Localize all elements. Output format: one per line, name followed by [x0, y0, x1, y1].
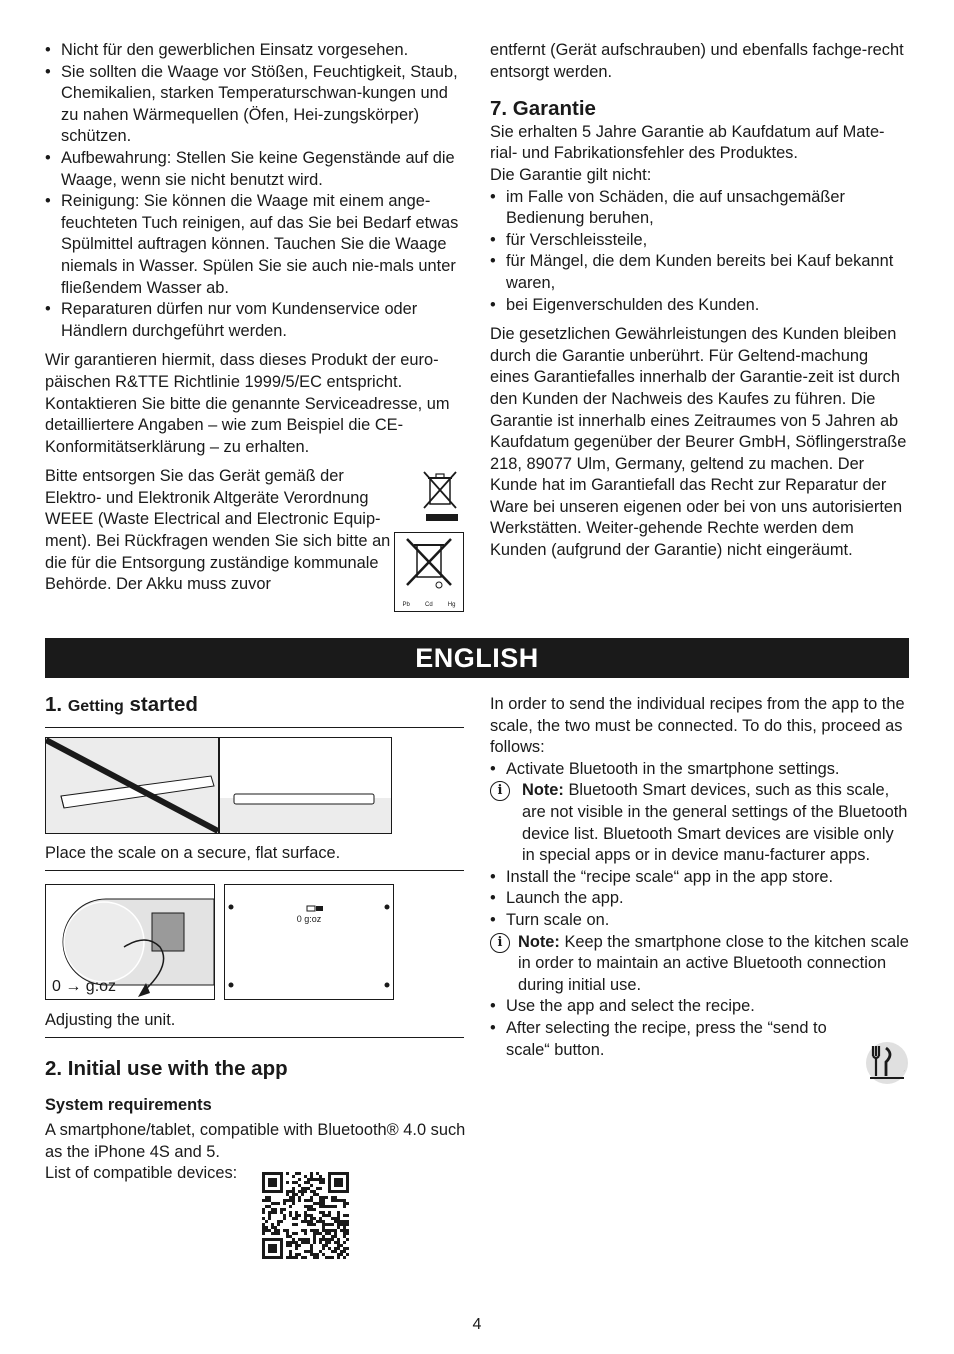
- connection-intro: In order to send the individual recipes from the app to the scale, the two must be connected. To do this, proceed as follows:: [490, 695, 905, 757]
- display-figure: [224, 884, 394, 1000]
- steps-list-3: [490, 996, 910, 1061]
- garantie-heading: 7. Garantie: [490, 97, 596, 121]
- list-item: • für Mängel, die dem Kunden bereits bei Kauf bekannt waren,: [490, 251, 910, 294]
- caption-unit: Adjusting the unit.: [45, 1011, 176, 1029]
- page-number: 4: [472, 1316, 482, 1333]
- list-item: • bei Eigenverschulden des Kunden.: [490, 295, 910, 317]
- steps-list-2: [490, 867, 910, 932]
- system-requirements-heading: System requirements: [45, 1096, 212, 1114]
- info-icon: i: [490, 781, 510, 801]
- garantie-paragraph: Die gesetzlichen Gewährleistungen des Kunden bleiben durch die Garantie unberührt. Für Geltend-machung eines Garantiefalles innerhalb der Garantie-zeit ist durch den Kunden der Nachweis des Kaufes zu führen. Die Garantie ist innerhalb eines Zeitraumes von 5 Jahren ab Kaufdatum gegenüber der Beurer GmbH, Söflingerstraße 218, 89077 Ulm, Germany, geltend zu machen. Der Kunde hat im Garantiefall das Recht zur Reparatur der Ware bei unseren eigenen oder bei von uns autorisierten Werkstätten. Weiter-gehende Rechte werden dem Kunden (aufgrund der Garantie) nicht eingeräumt.: [490, 325, 907, 560]
- garantie-intro: Sie erhalten 5 Jahre Garantie ab Kaufdatum auf Mate-rial- und Fabrikationsfehler des Produktes.: [490, 122, 885, 163]
- pb-label: Pb: [402, 602, 410, 608]
- note-text: Keep the smartphone close to the kitchen scale in order to maintain an active Bluetooth connection during initial use.: [518, 932, 909, 994]
- list-item: • Launch the app.: [490, 888, 910, 910]
- list-item: • für Verschleissteile,: [490, 230, 910, 252]
- divider: [45, 870, 464, 871]
- conformity-paragraph: Wir garantieren hiermit, dass dieses Produkt der euro-päischen R&TTE Richtlinie 1999/5/EC entspricht. Kontaktieren Sie bitte die genannte Serviceadresse, um detailliertere Angaben – wie zum Beispiel die CE-Konformitätserklärung – zu erhalten.: [45, 351, 450, 456]
- list-item: • Nicht für den gewerblichen Einsatz vorgesehen.: [45, 40, 465, 62]
- german-left-column: [45, 40, 465, 596]
- note-proximity: [490, 932, 910, 997]
- battery-disposal-icon: [394, 532, 464, 612]
- section-1-number: 1.: [45, 693, 63, 716]
- list-item: • im Falle von Schäden, die auf unsachgemäßer Bedienung beruhen,: [490, 187, 910, 230]
- note-text: Bluetooth Smart devices, such as this scale, are not visible in the general settings of the Bluetooth device list. Bluetooth Smart devices are visible only in special apps or in device manu-facturer apps.: [522, 781, 908, 865]
- english-right-column: [490, 694, 910, 1061]
- disposal-continued: entfernt (Gerät aufschrauben) und ebenfalls fachge-recht entsorgt werden.: [490, 41, 904, 81]
- uneven-surface-figure: [45, 737, 219, 834]
- garantie-list: [490, 187, 910, 317]
- flat-surface-figure: [219, 737, 392, 834]
- safety-list: [45, 40, 465, 342]
- section-1-large: started: [129, 693, 198, 716]
- divider: [45, 727, 464, 728]
- divider: [45, 1037, 464, 1038]
- section-2-heading: 2. Initial use with the app: [45, 1057, 288, 1080]
- note-label: Note:: [522, 781, 564, 800]
- section-1-small: Getting: [67, 698, 124, 715]
- battery-symbols: [395, 602, 463, 608]
- list-item: • Activate Bluetooth in the smartphone settings.: [490, 759, 910, 781]
- unit-button-figure: [45, 884, 215, 1000]
- caption-placement: Place the scale on a secure, flat surface.: [45, 844, 341, 862]
- info-icon: i: [490, 933, 510, 953]
- german-right-column: [490, 40, 910, 562]
- section-1-heading: [45, 693, 198, 717]
- cd-label: Cd: [424, 602, 433, 608]
- english-banner: ENGLISH: [45, 638, 909, 678]
- list-item: • Install the “recipe scale“ app in the app store.: [490, 867, 910, 889]
- list-item: • Turn scale on.: [490, 910, 910, 932]
- garantie-not-label: Die Garantie gilt nicht:: [490, 165, 652, 184]
- compatible-devices-label: List of compatible devices:: [45, 1164, 238, 1182]
- note-label: Note:: [518, 932, 560, 951]
- send-to-scale-icon: [864, 1040, 910, 1086]
- list-item: • Use the app and select the recipe.: [490, 996, 910, 1018]
- list-item: • Sie sollten die Waage vor Stößen, Feuchtigkeit, Staub, Chemikalien, starken Temperaturschwan-kungen und zu nahen Wärmequellen (Öfen, Hei-zungskörper) schützen.: [45, 62, 465, 148]
- hg-label: Hg: [447, 602, 456, 608]
- disposal-paragraph: Bitte entsorgen Sie das Gerät gemäß der Elektro- und Elektronik Altgeräte Verordnung WEEE (Waste Electrical and Electronic Equip-ment). Bei Rückfragen wenden Sie sich bitte an die für die Entsorgung zuständige kommunale Behörde. Der Akku muss zuvor: [45, 467, 391, 594]
- weee-bin-icon: [420, 470, 460, 522]
- list-item: • Aufbewahrung: Stellen Sie keine Gegenstände auf die Waage, wenn sie nicht benutzt wird.: [45, 148, 465, 191]
- unit-label: 0 → g:oz: [52, 978, 117, 995]
- steps-list-1: [490, 759, 910, 781]
- qr-code[interactable]: [262, 1172, 349, 1259]
- system-requirements-text: A smartphone/tablet, compatible with Bluetooth® 4.0 such as the iPhone 4S and 5.: [45, 1121, 466, 1161]
- list-item: • After selecting the recipe, press the “send to scale“ button.: [490, 1018, 856, 1061]
- note-bluetooth: [490, 780, 910, 866]
- list-item: • Reinigung: Sie können die Waage mit einem ange-feuchteten Tuch reinigen, auf das Sie bei Bedarf etwas Spülmittel auftragen können. Tauchen Sie die Waage niemals in Wasser. Spülen Sie sie auch nie-mals unter fließendem Wasser ab.: [45, 191, 465, 299]
- display-readout: 0 g:oz: [296, 914, 322, 924]
- list-item: • Reparaturen dürfen nur vom Kundenservice oder Händlern durchgeführt werden.: [45, 299, 465, 342]
